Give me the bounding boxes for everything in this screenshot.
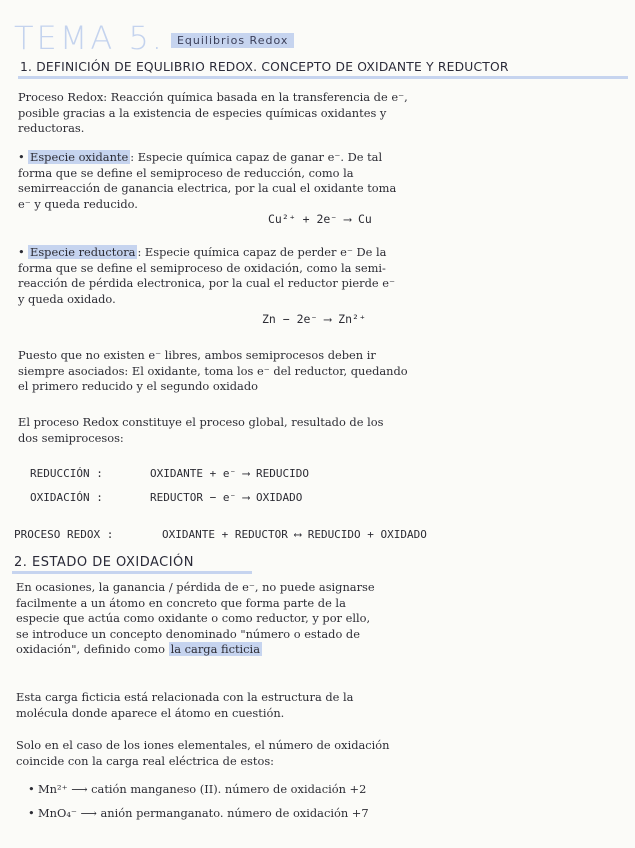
paragraph-line: Puesto que no existen e⁻ libres, ambos semiprocesos deben ir (18, 348, 376, 362)
oxidante-line: forma que se define el semiproceso de reducción, como la (18, 165, 354, 180)
intro-line: Proceso Redox: Reacción química basada en la transferencia de e⁻, (18, 90, 408, 104)
global-process-paragraph (18, 415, 628, 446)
paragraph-line: siempre asociados: El oxidante, toma los e⁻ del reductor, quedando (18, 363, 408, 378)
oxidante-label: Especie oxidante (30, 150, 129, 164)
global-redox-label: PROCESO REDOX : (14, 528, 114, 541)
examples-list (28, 782, 635, 821)
fictitious-charge-paragraph (16, 690, 626, 721)
free-electrons-paragraph (18, 348, 628, 395)
reductora-label: Especie reductora (30, 245, 136, 259)
intro-line: reductoras. (18, 121, 85, 135)
oxidante-line: semirreacción de ganancia electrica, por la cual el oxidante toma (18, 181, 397, 195)
section-1-underline (18, 76, 628, 79)
reduccion-row (30, 462, 635, 481)
paragraph-line: facilmente a un átomo en concreto que forma parte de la (16, 595, 346, 610)
bullet-icon: • (18, 245, 25, 259)
paragraph-text: oxidación", definido como (16, 642, 165, 656)
oxidante-equation: Cu²⁺ + 2e⁻ ⟶ Cu (268, 212, 372, 226)
oxidante-text: : Especie química capaz de ganar e⁻. De tal (130, 150, 383, 164)
example-item (28, 806, 635, 822)
paragraph-line: Esta carga ficticia está relacionada con la estructura de la (16, 690, 354, 704)
oxidante-first-line (18, 150, 628, 166)
global-redox-equation: OXIDANTE + REDUCTOR ⟷ REDUCIDO + OXIDADO (162, 528, 427, 541)
paragraph-line: coincide con la carga real eléctrica de estos: (16, 753, 275, 768)
reduccion-label: REDUCCIÓN : (30, 467, 103, 480)
paragraph-line: especie que actúa como oxidante o como reductor, y por ello, (16, 611, 371, 625)
reductora-definition (18, 245, 628, 307)
fictitious-charge-highlight: la carga ficticia (170, 642, 260, 656)
reductora-line: reacción de pérdida electronica, por la cual el reductor pierde e⁻ (18, 276, 396, 290)
example-item (28, 782, 635, 798)
reduccion-equation: OXIDANTE + e⁻ ⟶ REDUCIDO (150, 467, 309, 480)
paragraph-line: el primero reducido y el segundo oxidado (18, 379, 258, 393)
topic-title: TEMA 5. (14, 19, 165, 57)
oxidante-line: e⁻ y queda reducido. (18, 196, 138, 211)
reductora-line: forma que se define el semiproceso de oxidación, como la semi- (18, 260, 386, 275)
elemental-ions-paragraph (16, 738, 626, 769)
paragraph-last-line (16, 642, 626, 658)
section-2-underline (12, 571, 252, 574)
bullet-icon: • (18, 150, 25, 164)
paragraph-line: molécula donde aparece el átomo en cuestión. (16, 705, 285, 720)
intro-paragraph (18, 90, 628, 137)
example-text: Mn²⁺ ⟶ catión manganeso (II). número de oxidación +2 (38, 782, 367, 796)
reductora-line: y queda oxidado. (18, 291, 116, 306)
reductora-first-line (18, 245, 628, 261)
paragraph-line: Solo en el caso de los iones elementales, el número de oxidación (16, 738, 390, 752)
bullet-icon: • (28, 782, 35, 796)
section-1-heading: 1. DEFINICIÓN DE EQULIBRIO REDOX. CONCEPTO DE OXIDANTE Y REDUCTOR (20, 60, 509, 74)
example-text: MnO₄⁻ ⟶ anión permanganato. número de oxidación +7 (38, 805, 369, 820)
reductora-text: : Especie química capaz de perder e⁻ De la (137, 245, 387, 259)
oxidacion-row (30, 486, 635, 505)
global-redox-row (14, 523, 624, 542)
title-block (14, 14, 294, 57)
bullet-icon: • (28, 805, 35, 820)
oxidation-state-paragraph (16, 580, 626, 658)
reductora-equation: Zn − 2e⁻ ⟶ Zn²⁺ (262, 312, 366, 326)
oxidacion-label: OXIDACIÓN : (30, 491, 103, 504)
paragraph-line: se introduce un concepto denominado "número o estado de (16, 626, 360, 641)
section-2-heading: 2. ESTADO DE OXIDACIÓN (14, 555, 195, 570)
paragraph-line: El proceso Redox constituye el proceso global, resultado de los (18, 415, 384, 429)
paragraph-line: dos semiprocesos: (18, 430, 124, 445)
paragraph-line: En ocasiones, la ganancia / pérdida de e⁻, no puede asignarse (16, 580, 375, 594)
topic-subtitle: Equilibrios Redox (171, 33, 294, 48)
oxidacion-equation: REDUCTOR − e⁻ ⟶ OXIDADO (150, 491, 303, 504)
intro-line: posible gracias a la existencia de especies químicas oxidantes y (18, 105, 387, 120)
oxidante-definition (18, 150, 628, 212)
